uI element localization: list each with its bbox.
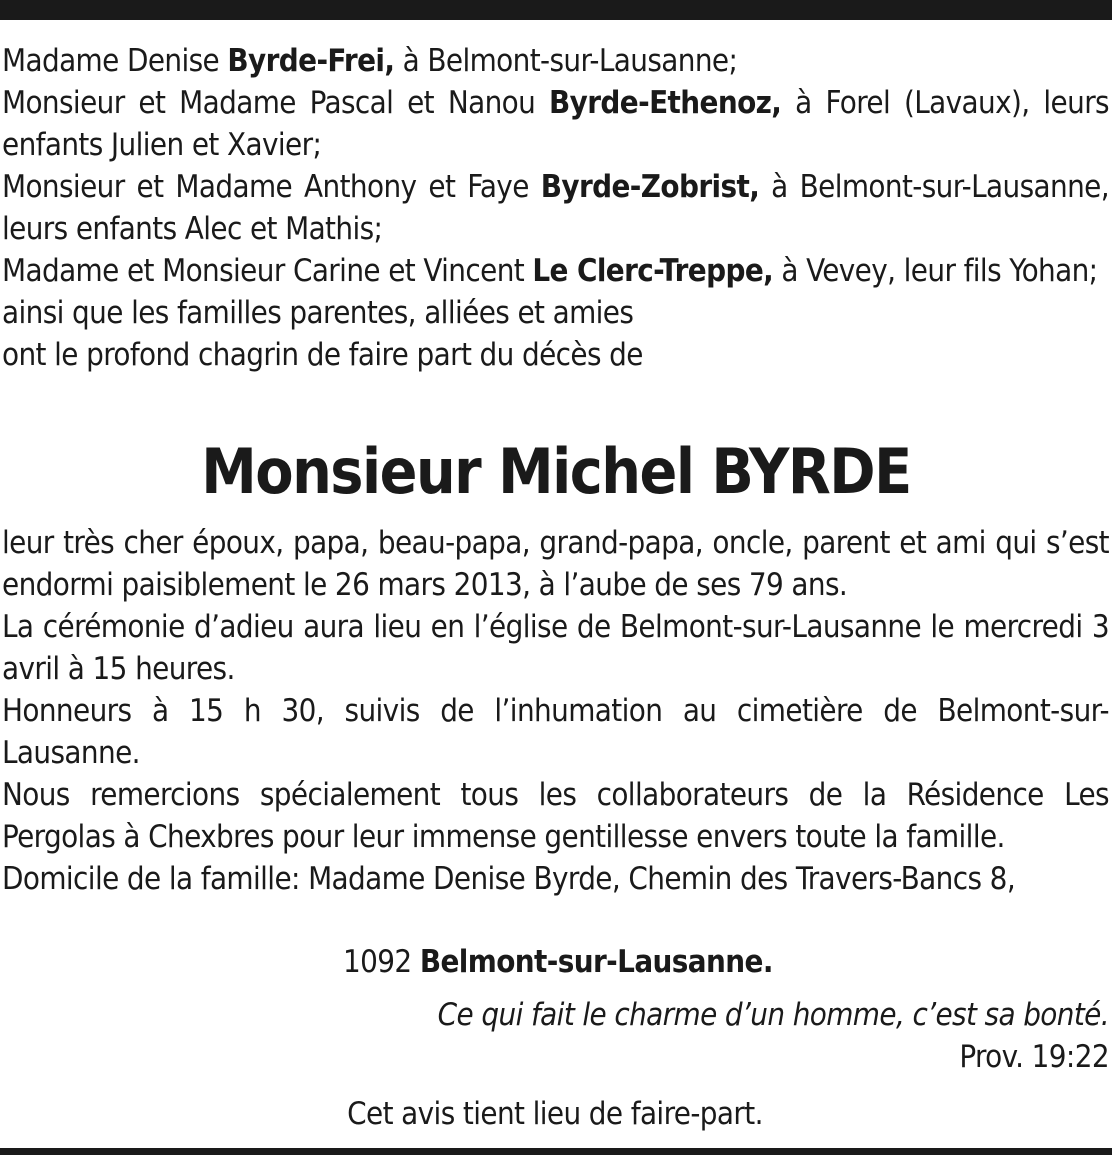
- top-rule: [0, 0, 1112, 20]
- family-name: Le Clerc-Treppe,: [532, 253, 774, 289]
- intro-line: ont le profond chagrin de faire part du décès de: [2, 337, 643, 373]
- family-entry: Monsieur et Madame Pascal et Nanou Byrde-Ethenoz, à Forel (Lavaux), leurs enfants Julien et Xavier;: [2, 85, 1109, 163]
- family-list: [2, 40, 1109, 376]
- deceased-name: Monsieur Michel BYRDE: [201, 435, 911, 508]
- quote: Ce qui fait le charme d’un homme, c’est sa bonté.: [437, 997, 1109, 1033]
- domicile-paragraph: Domicile de la famille: Madame Denise Byrde, Chemin des Travers-Bancs 8,: [2, 861, 1016, 897]
- tribute-paragraph: leur très cher époux, papa, beau-papa, grand-papa, oncle, parent et ami qui s’est endormi paisiblement le 26 mars 2013, à l’aube de ses 79 ans.: [2, 525, 1109, 603]
- closing-note: Cet avis tient lieu de faire-part.: [347, 1096, 763, 1132]
- domicile-address: [343, 941, 773, 983]
- family-name: Byrde-Ethenoz,: [549, 85, 782, 121]
- domicile-town: Belmont-sur-Lausanne.: [419, 944, 773, 980]
- thanks-paragraph: Nous remercions spécialement tous les collaborateurs de la Résidence Les Pergolas à Chexbres pour leur immense gentillesse envers toute la famille.: [2, 777, 1109, 855]
- family-name: Byrde-Frei,: [227, 43, 395, 79]
- family-entry: Madame Denise Byrde-Frei, à Belmont-sur-Lausanne;: [2, 43, 738, 79]
- domicile-postcode: 1092: [343, 944, 420, 980]
- family-entry: Monsieur et Madame Anthony et Faye Byrde-Zobrist, à Belmont-sur-Lausanne, leurs enfants Alec et Mathis;: [2, 169, 1109, 247]
- ceremony-paragraph: La cérémonie d’adieu aura lieu en l’église de Belmont-sur-Lausanne le mercredi 3 avril à 15 heures.: [2, 609, 1109, 687]
- quote-reference: Prov. 19:22: [959, 1039, 1109, 1075]
- bottom-rule: [0, 1148, 1112, 1155]
- notice-body: [2, 522, 1109, 900]
- family-name: Byrde-Zobrist,: [540, 169, 760, 205]
- honours-paragraph: Honneurs à 15 h 30, suivis de l’inhumation au cimetière de Belmont-sur-Lausanne.: [2, 693, 1109, 771]
- family-entry: Madame et Monsieur Carine et Vincent Le Clerc-Treppe, à Vevey, leur fils Yohan;: [2, 253, 1098, 289]
- intro-line: ainsi que les familles parentes, alliées et amies: [2, 295, 634, 331]
